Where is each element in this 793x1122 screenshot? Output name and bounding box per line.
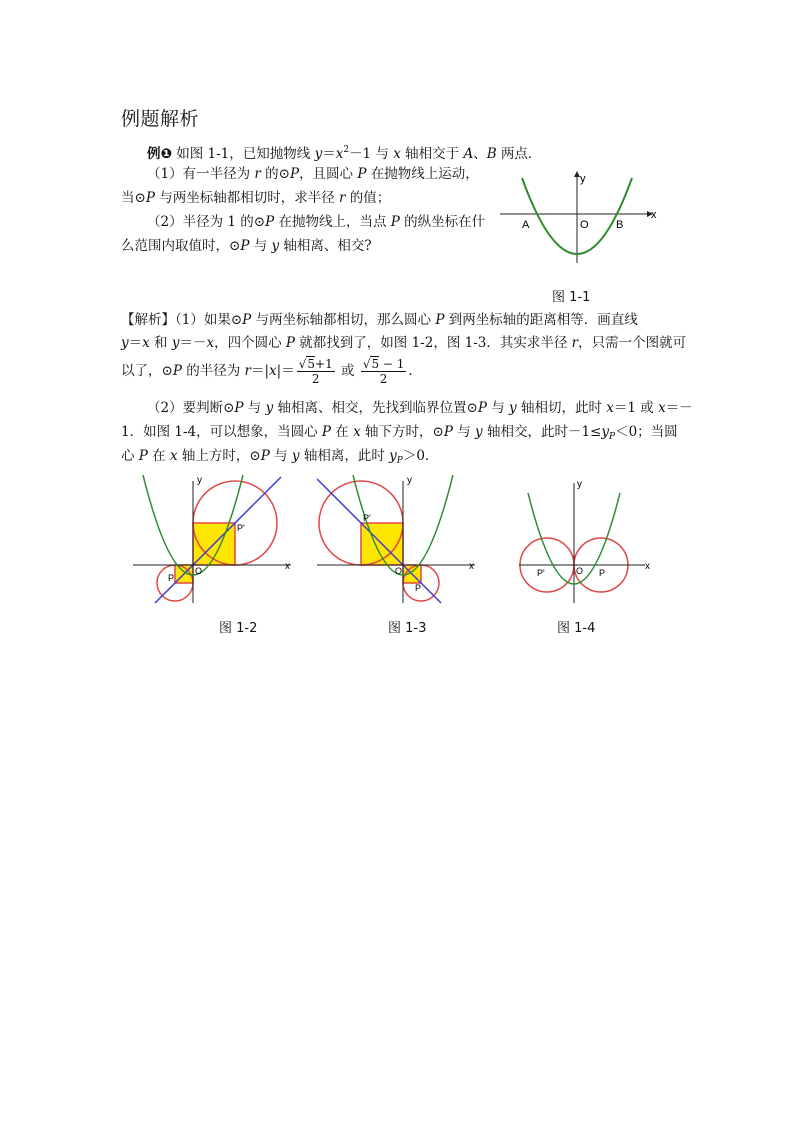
x-axis-label: x	[651, 209, 657, 221]
figure-1-4-caption: 图 1-4	[557, 621, 596, 636]
solution-p2-line-2: 1．如图 1-4，可以想象，当圆心 P 在 x 轴下方时，⊙P 与 y 轴相交，此时$-1\le y_P<0$；当圆	[121, 424, 678, 442]
y-axis-label: y	[407, 475, 412, 486]
question-2-line-1: （2）半径为 1 的⊙P 在抛物线上，当点 P 的纵坐标在什	[147, 214, 486, 230]
point-p-label: P	[415, 583, 422, 593]
line-y-equals-minus-x	[317, 479, 441, 603]
example-badge: 例❶	[147, 146, 172, 162]
figure-1-3	[317, 475, 482, 605]
point-p-label: P	[168, 573, 175, 583]
solution-p1-line-2: y＝x 和 y＝－x，四个圆心 P 就都找到了，如图 1-2，图 1-3．其实求半径 r，只需一个图就可	[121, 335, 687, 351]
origin-label: O	[395, 566, 403, 576]
origin-label: O	[195, 566, 203, 576]
point-p-prime-label: P'	[537, 568, 545, 578]
origin-label: O	[576, 566, 584, 576]
y-axis-label: y	[197, 475, 202, 486]
example-intro: 例❶ 如图 1-1，已知抛物线 $y=x^2-1$ 与 x 轴相交于 A、B 两点．	[147, 145, 542, 162]
fraction-sqrt5-minus-1-over-2: $\frac{√5 - 1}{2}$	[362, 357, 405, 386]
solution-p2-line-3: 心 P 在 x 轴上方时，⊙P 与 y 轴相离，此时 $y_P>0$．	[121, 448, 439, 466]
x-axis-label: x	[285, 561, 290, 572]
point-b-label: B	[616, 219, 624, 231]
fraction-sqrt5-plus-1-over-2: $\frac{√5+1}{2}$	[298, 357, 333, 386]
figure-1-4	[515, 475, 655, 605]
solution-p2-line-1: （2）要判断⊙P 与 y 轴相离、相交，先找到临界位置⊙P 与 y 轴相切，此时 x＝1 或 x＝－	[147, 400, 693, 416]
solution-p1-line-1: 【解析】（1）如果⊙P 与两坐标轴都相切，那么圆心 P 到两坐标轴的距离相等．画直线	[121, 312, 638, 328]
section-title: 例题解析	[121, 108, 200, 130]
figure-1-3-caption: 图 1-3	[388, 621, 427, 636]
figure-1-1	[495, 168, 665, 268]
figure-1-1-caption: 图 1-1	[552, 290, 591, 305]
point-a-label: A	[522, 219, 530, 231]
question-2-line-2: 么范围内取值时，⊙P 与 y 轴相离、相交?	[121, 238, 372, 254]
point-p-prime-label: P'	[363, 513, 371, 523]
point-p-prime-label: P'	[237, 523, 245, 533]
x-axis-label: x	[469, 561, 474, 572]
line-y-equals-x	[155, 477, 281, 603]
figure-1-2-caption: 图 1-2	[219, 621, 258, 636]
y-axis-label: y	[577, 479, 582, 490]
question-1-line-2: 当⊙P 与两坐标轴都相切时，求半径 r 的值；	[121, 190, 391, 206]
figure-1-2	[133, 475, 298, 605]
question-1-line-1: （1）有一半径为 r 的⊙P，且圆心 P 在抛物线上运动，	[147, 166, 479, 182]
x-axis-label: x	[645, 561, 650, 572]
point-p-label: P	[599, 568, 606, 578]
solution-p1-line-3: 以了，⊙P 的半径为 r＝|x|＝ $\frac{√5+1}{2}$ 或 $\frac{√5 - 1}{2}$ ．	[121, 357, 422, 386]
y-axis-label: y	[580, 173, 586, 185]
origin-label: O	[580, 219, 589, 231]
